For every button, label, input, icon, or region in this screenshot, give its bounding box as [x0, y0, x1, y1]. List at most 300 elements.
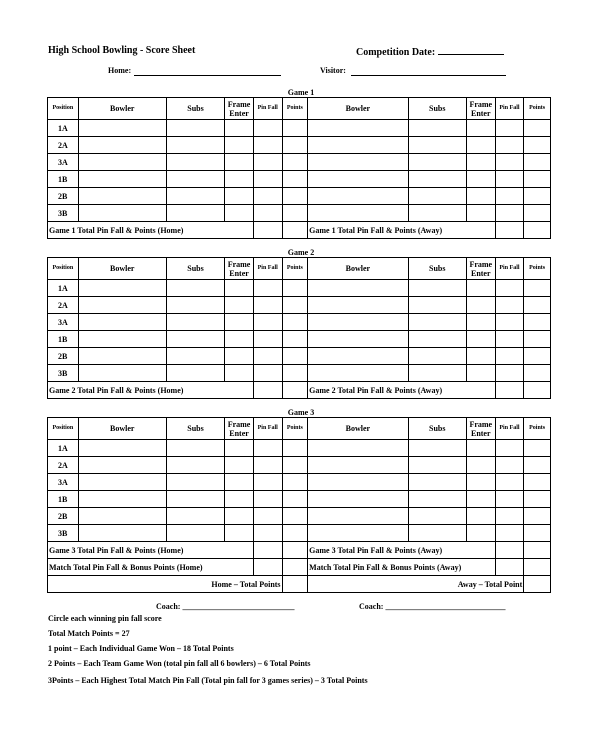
- score-cell[interactable]: [166, 137, 224, 154]
- score-cell[interactable]: [308, 331, 408, 348]
- position-label: 2A: [48, 297, 79, 314]
- score-cell[interactable]: [466, 348, 495, 365]
- position-label: 1B: [48, 491, 79, 508]
- score-cell[interactable]: [466, 525, 495, 542]
- home-total-points[interactable]: [282, 576, 308, 593]
- position-label: 2B: [48, 348, 79, 365]
- score-cell[interactable]: [166, 120, 224, 137]
- away-subs-header: Subs: [408, 98, 466, 120]
- score-cell[interactable]: [524, 154, 551, 171]
- score-cell[interactable]: [225, 491, 254, 508]
- frame-label: Frame: [227, 259, 251, 269]
- score-cell[interactable]: [253, 314, 282, 331]
- score-cell[interactable]: [495, 188, 524, 205]
- score-cell[interactable]: [78, 508, 166, 525]
- away-total-points[interactable]: [524, 576, 551, 593]
- score-cell[interactable]: [78, 491, 166, 508]
- home-subs-header: Subs: [166, 258, 224, 280]
- position-label: 3B: [48, 205, 79, 222]
- score-cell[interactable]: [166, 280, 224, 297]
- score-cell[interactable]: [408, 171, 466, 188]
- home-frame-enter-header: [225, 258, 254, 280]
- score-cell[interactable]: [78, 297, 166, 314]
- away-match-total-label: Match Total Pin Fall & Bonus Points (Away): [308, 559, 495, 576]
- score-cell[interactable]: [308, 154, 408, 171]
- away-coach[interactable]: Coach: ______________________________: [359, 602, 506, 611]
- score-cell[interactable]: [308, 440, 408, 457]
- competition-date-label: Competition Date:: [356, 47, 436, 58]
- away-total-points-label: Away – Total Point: [308, 576, 524, 593]
- score-cell[interactable]: [466, 280, 495, 297]
- score-cell[interactable]: [495, 120, 524, 137]
- score-cell[interactable]: [524, 188, 551, 205]
- score-cell[interactable]: [253, 508, 282, 525]
- score-cell[interactable]: [524, 348, 551, 365]
- score-cell[interactable]: [253, 365, 282, 382]
- score-cell[interactable]: [495, 474, 524, 491]
- score-cell[interactable]: [225, 440, 254, 457]
- score-cell[interactable]: [495, 331, 524, 348]
- score-cell[interactable]: [166, 171, 224, 188]
- score-cell[interactable]: [524, 525, 551, 542]
- score-cell[interactable]: [408, 137, 466, 154]
- competition-date: [356, 45, 504, 58]
- score-cell[interactable]: [225, 525, 254, 542]
- home-game-pin-fall[interactable]: [253, 222, 282, 239]
- score-cell[interactable]: [408, 348, 466, 365]
- score-cell[interactable]: [408, 154, 466, 171]
- score-cell[interactable]: [495, 348, 524, 365]
- away-match-points[interactable]: [524, 559, 551, 576]
- away-pin-fall-header: Pin Fall: [495, 418, 524, 440]
- score-cell[interactable]: [495, 205, 524, 222]
- table-row: [48, 205, 551, 222]
- score-cell[interactable]: [253, 205, 282, 222]
- score-cell[interactable]: [253, 457, 282, 474]
- home-game-points[interactable]: [282, 222, 308, 239]
- home-coach[interactable]: Coach: ____________________________: [156, 602, 295, 611]
- score-cell[interactable]: [282, 474, 308, 491]
- away-game-points[interactable]: [524, 222, 551, 239]
- score-cell[interactable]: [253, 474, 282, 491]
- score-cell[interactable]: [495, 280, 524, 297]
- score-cell[interactable]: [466, 137, 495, 154]
- score-cell[interactable]: [466, 508, 495, 525]
- score-cell[interactable]: [524, 457, 551, 474]
- away-frame-enter-header: [466, 418, 495, 440]
- position-label: 3B: [48, 365, 79, 382]
- score-cell[interactable]: [466, 474, 495, 491]
- score-cell[interactable]: [408, 188, 466, 205]
- score-cell[interactable]: [253, 171, 282, 188]
- note-total-match-points: Total Match Points = 27: [48, 629, 130, 638]
- score-cell[interactable]: [466, 331, 495, 348]
- score-cell[interactable]: [225, 508, 254, 525]
- score-cell[interactable]: [166, 348, 224, 365]
- away-game-pin-fall[interactable]: [495, 382, 524, 399]
- position-label: 2B: [48, 508, 79, 525]
- table-row: [48, 474, 551, 491]
- home-pin-fall-header: Pin Fall: [253, 258, 282, 280]
- sheet-title: High School Bowling - Score Sheet: [48, 45, 196, 56]
- score-cell[interactable]: [408, 525, 466, 542]
- score-cell[interactable]: [166, 457, 224, 474]
- score-cell[interactable]: [495, 154, 524, 171]
- position-label: 1A: [48, 440, 79, 457]
- score-cell[interactable]: [524, 331, 551, 348]
- score-cell[interactable]: [225, 154, 254, 171]
- score-cell[interactable]: [78, 474, 166, 491]
- score-cell[interactable]: [282, 331, 308, 348]
- score-cell[interactable]: [253, 331, 282, 348]
- score-cell[interactable]: [78, 188, 166, 205]
- score-cell[interactable]: [78, 171, 166, 188]
- home-field[interactable]: [134, 75, 281, 76]
- score-cell[interactable]: [408, 205, 466, 222]
- home-game-points[interactable]: [282, 382, 308, 399]
- position-label: 3B: [48, 525, 79, 542]
- score-cell[interactable]: [225, 314, 254, 331]
- position-header: Position: [48, 418, 79, 440]
- score-cell[interactable]: [78, 331, 166, 348]
- home-subs-header: Subs: [166, 98, 224, 120]
- score-cell[interactable]: [308, 491, 408, 508]
- score-cell[interactable]: [282, 280, 308, 297]
- score-cell[interactable]: [466, 205, 495, 222]
- position-label: 2A: [48, 137, 79, 154]
- score-cell[interactable]: [253, 297, 282, 314]
- score-cell[interactable]: [282, 348, 308, 365]
- score-cell[interactable]: [253, 188, 282, 205]
- score-cell[interactable]: [308, 188, 408, 205]
- score-cell[interactable]: [225, 137, 254, 154]
- score-cell[interactable]: [308, 508, 408, 525]
- score-cell[interactable]: [408, 491, 466, 508]
- score-cell[interactable]: [78, 120, 166, 137]
- score-cell[interactable]: [308, 205, 408, 222]
- frame-label: Frame: [227, 419, 251, 429]
- score-cell[interactable]: [253, 137, 282, 154]
- score-cell[interactable]: [78, 365, 166, 382]
- score-cell[interactable]: [225, 331, 254, 348]
- game-2-title: Game 2: [287, 248, 315, 257]
- away-points-header: Points: [524, 418, 551, 440]
- score-cell[interactable]: [466, 171, 495, 188]
- away-frame-enter-header: [466, 98, 495, 120]
- score-cell[interactable]: [308, 297, 408, 314]
- score-cell[interactable]: [495, 297, 524, 314]
- score-cell[interactable]: [308, 525, 408, 542]
- score-cell[interactable]: [282, 314, 308, 331]
- score-cell[interactable]: [166, 154, 224, 171]
- score-cell[interactable]: [524, 491, 551, 508]
- score-cell[interactable]: [524, 440, 551, 457]
- home-match-pin-fall[interactable]: [253, 559, 282, 576]
- score-cell[interactable]: [166, 331, 224, 348]
- score-cell[interactable]: [524, 474, 551, 491]
- score-cell[interactable]: [466, 188, 495, 205]
- score-cell[interactable]: [166, 440, 224, 457]
- home-total-points-label: Home – Total Points: [48, 576, 283, 593]
- enter-label: Enter: [229, 428, 249, 438]
- score-cell[interactable]: [78, 525, 166, 542]
- home-game-total-label: Game 1 Total Pin Fall & Points (Home): [48, 222, 254, 239]
- score-cell[interactable]: [524, 365, 551, 382]
- table-row: [48, 348, 551, 365]
- score-cell[interactable]: [495, 457, 524, 474]
- score-cell[interactable]: [408, 331, 466, 348]
- score-cell[interactable]: [524, 205, 551, 222]
- position-label: 1B: [48, 331, 79, 348]
- score-cell[interactable]: [282, 137, 308, 154]
- enter-label: Enter: [229, 108, 249, 118]
- score-cell[interactable]: [166, 188, 224, 205]
- score-cell[interactable]: [524, 297, 551, 314]
- visitor-field[interactable]: [351, 75, 506, 76]
- score-cell[interactable]: [524, 137, 551, 154]
- score-cell[interactable]: [225, 348, 254, 365]
- note-rule-1: 1 point – Each Individual Game Won – 18 Total Points: [48, 644, 234, 653]
- enter-label: Enter: [470, 108, 491, 118]
- home-game-pin-fall[interactable]: [253, 382, 282, 399]
- score-cell[interactable]: [253, 348, 282, 365]
- score-cell[interactable]: [253, 440, 282, 457]
- table-row: [48, 331, 551, 348]
- away-game-total-label: Game 1 Total Pin Fall & Points (Away): [308, 222, 495, 239]
- score-cell[interactable]: [466, 120, 495, 137]
- score-cell[interactable]: [282, 205, 308, 222]
- score-cell[interactable]: [166, 314, 224, 331]
- home-game-total-label: Game 3 Total Pin Fall & Points (Home): [48, 542, 254, 559]
- table-row: [48, 280, 551, 297]
- score-cell[interactable]: [282, 440, 308, 457]
- away-game-points[interactable]: [524, 382, 551, 399]
- frame-label: Frame: [469, 259, 493, 269]
- score-cell[interactable]: [308, 280, 408, 297]
- score-cell[interactable]: [466, 440, 495, 457]
- score-cell[interactable]: [282, 525, 308, 542]
- score-cell[interactable]: [466, 457, 495, 474]
- home-game-total-label: Game 2 Total Pin Fall & Points (Home): [48, 382, 254, 399]
- table-row: [48, 525, 551, 542]
- score-cell[interactable]: [408, 474, 466, 491]
- enter-label: Enter: [229, 268, 249, 278]
- score-cell[interactable]: [495, 491, 524, 508]
- visitor-label: Visitor:: [320, 66, 346, 75]
- position-header: Position: [48, 98, 79, 120]
- home-game-pin-fall[interactable]: [253, 542, 282, 559]
- score-cell[interactable]: [282, 154, 308, 171]
- score-cell[interactable]: [166, 205, 224, 222]
- score-cell[interactable]: [282, 457, 308, 474]
- score-cell[interactable]: [282, 171, 308, 188]
- score-cell[interactable]: [78, 457, 166, 474]
- away-points-header: Points: [524, 258, 551, 280]
- home-subs-header: Subs: [166, 418, 224, 440]
- score-cell[interactable]: [408, 365, 466, 382]
- score-cell[interactable]: [78, 440, 166, 457]
- score-cell[interactable]: [408, 314, 466, 331]
- position-label: 3A: [48, 314, 79, 331]
- home-points-header: Points: [282, 258, 308, 280]
- score-cell[interactable]: [466, 491, 495, 508]
- score-cell[interactable]: [524, 314, 551, 331]
- table-row: [48, 365, 551, 382]
- table-row: [48, 188, 551, 205]
- score-cell[interactable]: [282, 491, 308, 508]
- score-cell[interactable]: [408, 508, 466, 525]
- score-cell[interactable]: [78, 137, 166, 154]
- score-cell[interactable]: [308, 474, 408, 491]
- frame-label: Frame: [227, 99, 251, 109]
- score-cell[interactable]: [308, 137, 408, 154]
- score-cell[interactable]: [225, 365, 254, 382]
- score-cell[interactable]: [282, 365, 308, 382]
- table-row: [48, 120, 551, 137]
- score-cell[interactable]: [253, 120, 282, 137]
- home-pin-fall-header: Pin Fall: [253, 418, 282, 440]
- score-cell[interactable]: [225, 280, 254, 297]
- score-cell[interactable]: [495, 508, 524, 525]
- table-row: [48, 154, 551, 171]
- score-cell[interactable]: [524, 120, 551, 137]
- score-cell[interactable]: [225, 457, 254, 474]
- frame-label: Frame: [469, 419, 493, 429]
- score-cell[interactable]: [495, 525, 524, 542]
- home-pin-fall-header: Pin Fall: [253, 98, 282, 120]
- score-cell[interactable]: [225, 120, 254, 137]
- table-row: [48, 440, 551, 457]
- score-cell[interactable]: [408, 440, 466, 457]
- home-bowler-header: Bowler: [78, 418, 166, 440]
- score-cell[interactable]: [282, 120, 308, 137]
- away-match-pin-fall[interactable]: [495, 559, 524, 576]
- score-cell[interactable]: [408, 120, 466, 137]
- table-row: [48, 491, 551, 508]
- score-cell[interactable]: [166, 525, 224, 542]
- game-3-table: [47, 417, 551, 593]
- table-row: [48, 457, 551, 474]
- score-cell[interactable]: [166, 297, 224, 314]
- score-cell[interactable]: [282, 508, 308, 525]
- position-label: 2B: [48, 188, 79, 205]
- home-frame-enter-header: [225, 418, 254, 440]
- away-game-total-label: Game 3 Total Pin Fall & Points (Away): [308, 542, 495, 559]
- score-cell[interactable]: [78, 314, 166, 331]
- position-label: 2A: [48, 457, 79, 474]
- score-cell[interactable]: [524, 280, 551, 297]
- away-points-header: Points: [524, 98, 551, 120]
- score-cell[interactable]: [78, 154, 166, 171]
- home-match-points[interactable]: [282, 559, 308, 576]
- home-points-header: Points: [282, 418, 308, 440]
- score-cell[interactable]: [282, 297, 308, 314]
- table-row: [48, 297, 551, 314]
- competition-date-field[interactable]: [438, 45, 504, 55]
- score-cell[interactable]: [166, 365, 224, 382]
- score-cell[interactable]: [495, 440, 524, 457]
- score-cell[interactable]: [408, 297, 466, 314]
- table-row: [48, 137, 551, 154]
- score-cell[interactable]: [166, 474, 224, 491]
- home-game-points[interactable]: [282, 542, 308, 559]
- note-rule-2: 2 Points – Each Team Game Won (total pin fall all 6 bowlers) – 6 Total Points: [48, 659, 311, 668]
- home-label: Home:: [108, 66, 132, 75]
- score-cell[interactable]: [166, 491, 224, 508]
- score-cell[interactable]: [495, 137, 524, 154]
- position-label: 3A: [48, 474, 79, 491]
- score-cell[interactable]: [78, 280, 166, 297]
- score-cell[interactable]: [225, 297, 254, 314]
- away-game-pin-fall[interactable]: [495, 222, 524, 239]
- score-cell[interactable]: [308, 365, 408, 382]
- score-cell[interactable]: [408, 457, 466, 474]
- score-cell[interactable]: [225, 205, 254, 222]
- score-cell[interactable]: [253, 154, 282, 171]
- frame-label: Frame: [469, 99, 493, 109]
- enter-label: Enter: [470, 428, 491, 438]
- away-bowler-header: Bowler: [308, 98, 408, 120]
- position-label: 1B: [48, 171, 79, 188]
- score-cell[interactable]: [466, 314, 495, 331]
- away-subs-header: Subs: [408, 418, 466, 440]
- score-cell[interactable]: [253, 491, 282, 508]
- score-cell[interactable]: [308, 348, 408, 365]
- score-cell[interactable]: [78, 205, 166, 222]
- score-cell[interactable]: [495, 171, 524, 188]
- score-cell[interactable]: [308, 314, 408, 331]
- away-pin-fall-header: Pin Fall: [495, 98, 524, 120]
- position-label: 1A: [48, 120, 79, 137]
- score-cell[interactable]: [253, 280, 282, 297]
- score-cell[interactable]: [466, 154, 495, 171]
- score-cell[interactable]: [253, 525, 282, 542]
- away-game-pin-fall[interactable]: [495, 542, 524, 559]
- score-cell[interactable]: [225, 474, 254, 491]
- score-cell[interactable]: [166, 508, 224, 525]
- note-circle: Circle each winning pin fall score: [48, 614, 162, 623]
- note-rule-3: 3Points – Each Highest Total Match Pin Fall (Total pin fall for 3 games series) – 3 Total Points: [48, 676, 368, 685]
- game-1-table: [47, 97, 551, 239]
- score-cell[interactable]: [524, 171, 551, 188]
- score-cell[interactable]: [495, 314, 524, 331]
- away-game-total-label: Game 2 Total Pin Fall & Points (Away): [308, 382, 495, 399]
- home-bowler-header: Bowler: [78, 98, 166, 120]
- score-cell[interactable]: [225, 188, 254, 205]
- score-cell[interactable]: [282, 188, 308, 205]
- score-cell[interactable]: [308, 120, 408, 137]
- score-cell[interactable]: [466, 297, 495, 314]
- away-bowler-header: Bowler: [308, 258, 408, 280]
- score-cell[interactable]: [466, 365, 495, 382]
- position-label: 3A: [48, 154, 79, 171]
- enter-label: Enter: [470, 268, 491, 278]
- score-cell[interactable]: [78, 348, 166, 365]
- score-cell[interactable]: [408, 280, 466, 297]
- away-game-points[interactable]: [524, 542, 551, 559]
- away-bowler-header: Bowler: [308, 418, 408, 440]
- score-cell[interactable]: [308, 171, 408, 188]
- away-pin-fall-header: Pin Fall: [495, 258, 524, 280]
- score-cell[interactable]: [308, 457, 408, 474]
- table-row: [48, 171, 551, 188]
- score-cell[interactable]: [225, 171, 254, 188]
- table-row: [48, 314, 551, 331]
- game-2-table: [47, 257, 551, 399]
- score-cell[interactable]: [524, 508, 551, 525]
- score-cell[interactable]: [495, 365, 524, 382]
- position-label: 1A: [48, 280, 79, 297]
